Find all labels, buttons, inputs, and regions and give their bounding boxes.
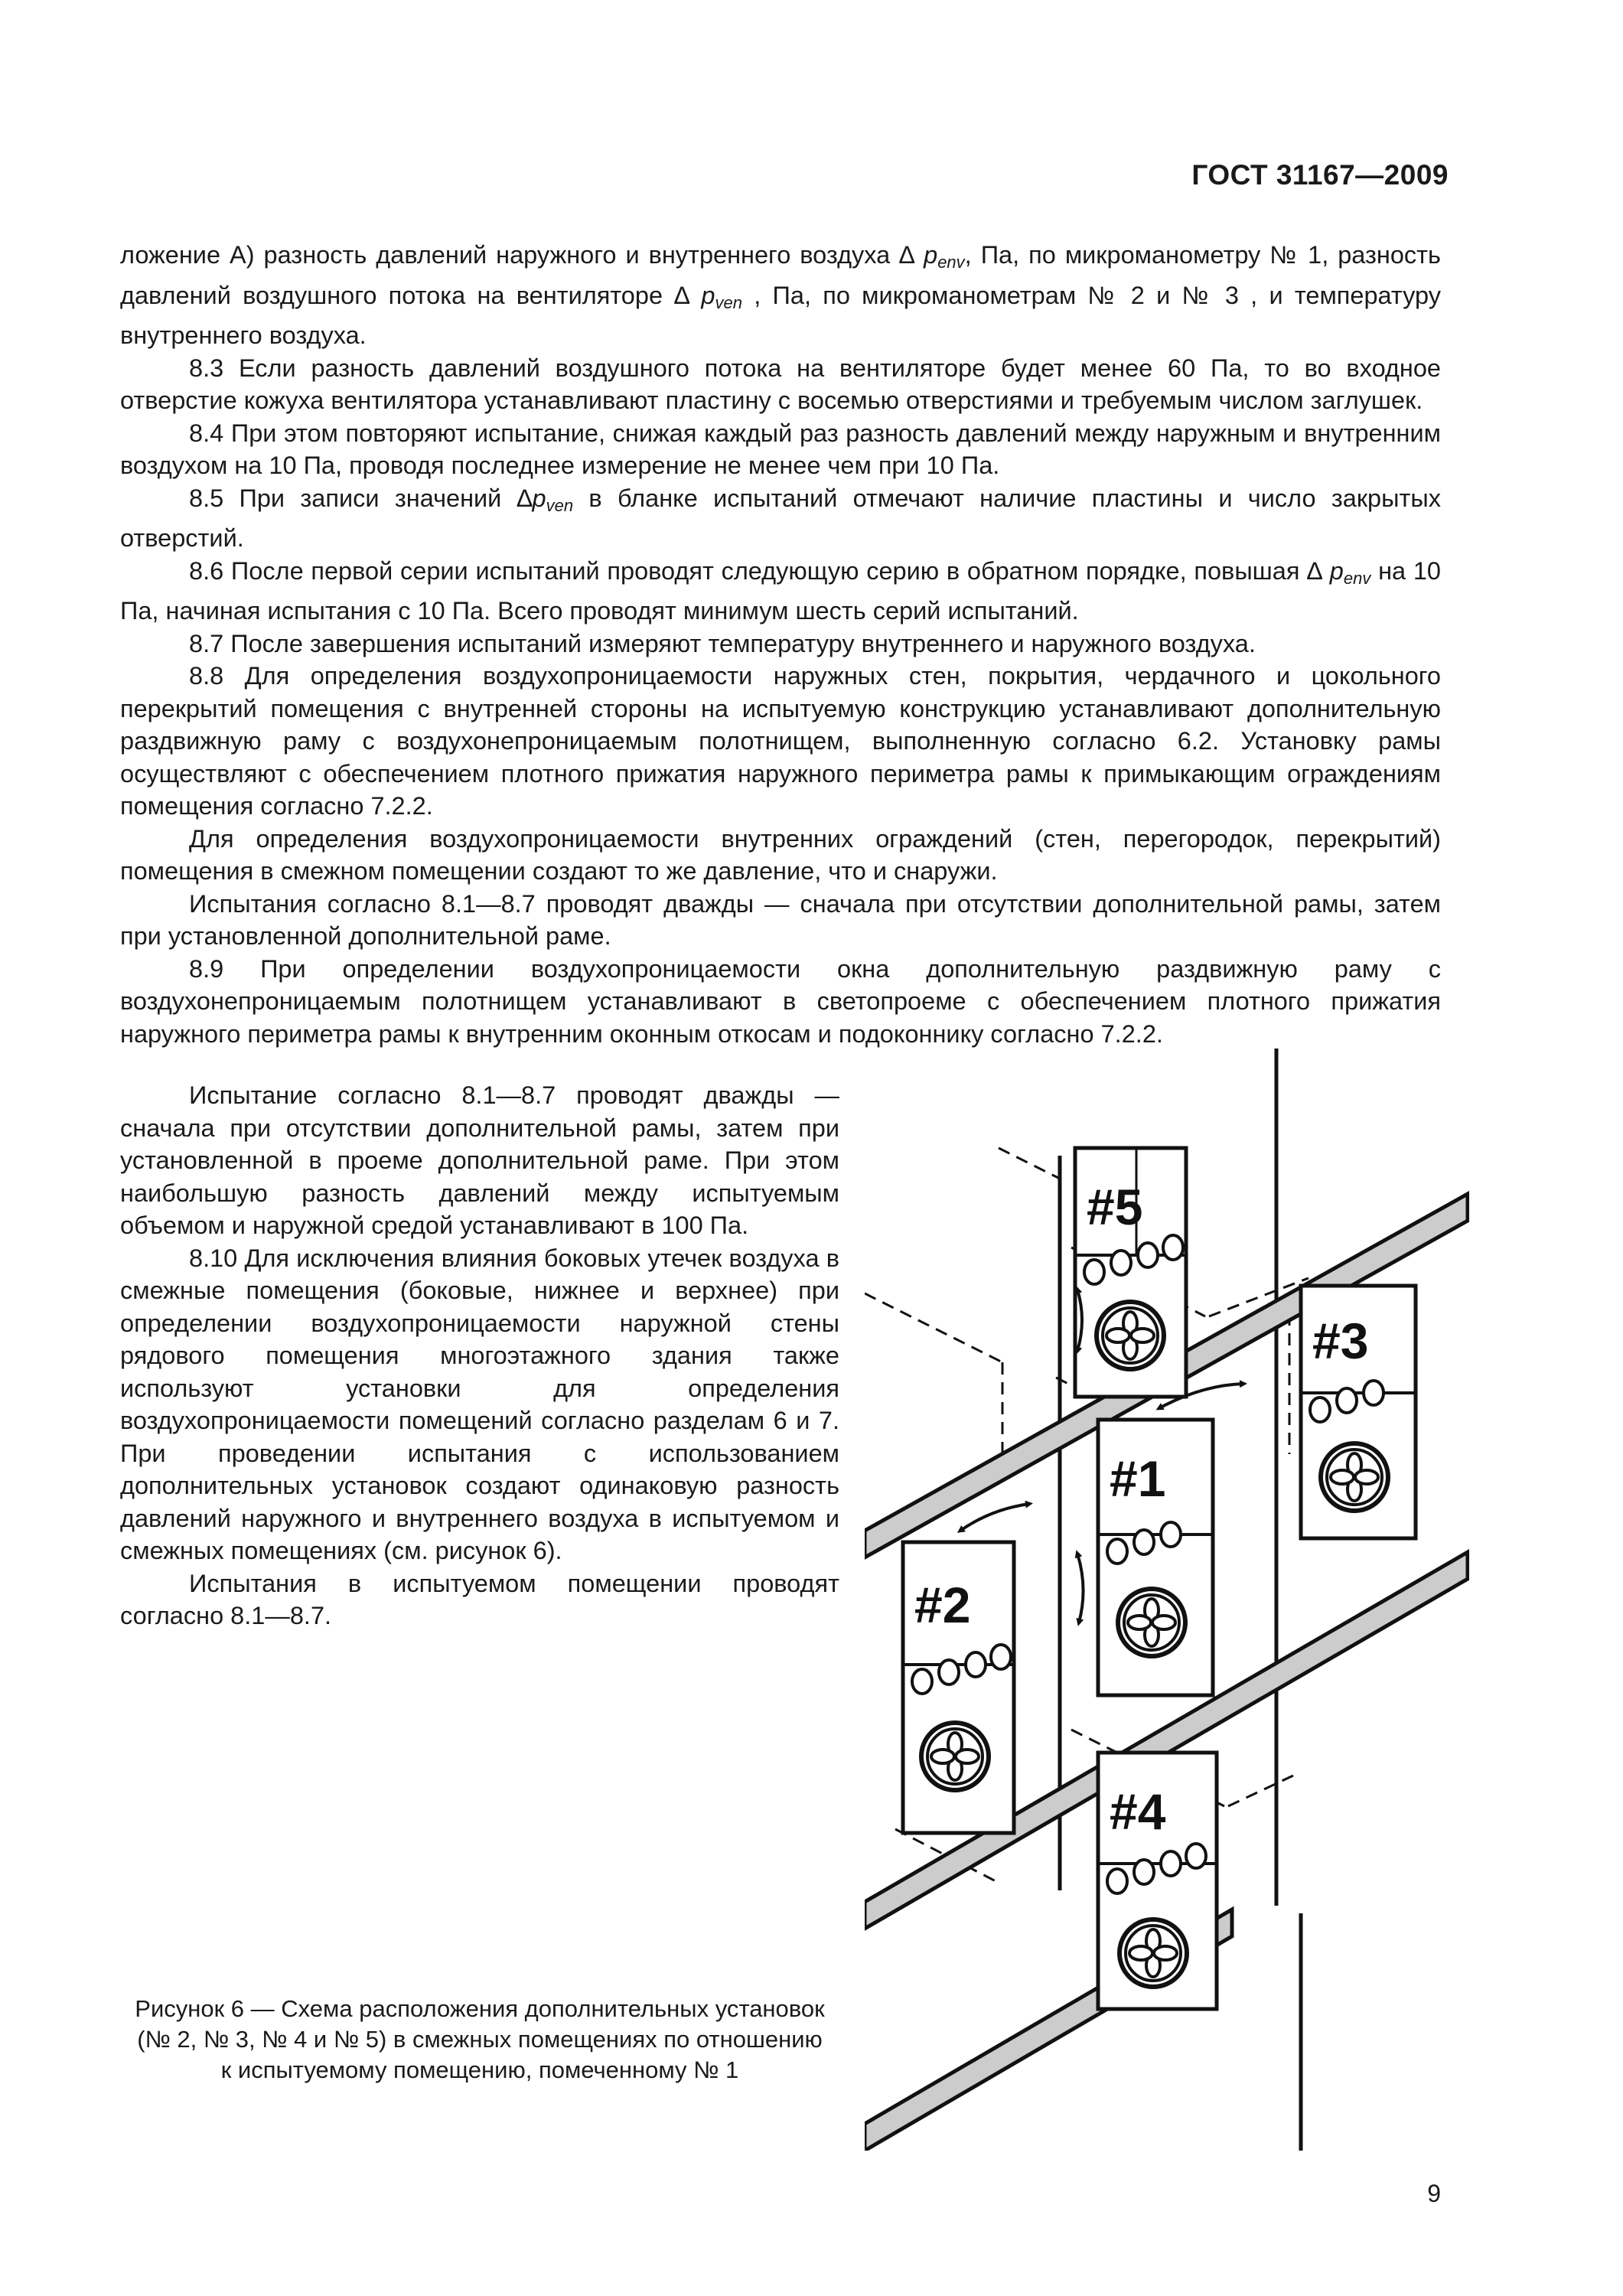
caption-line: (№ 2, № 3, № 4 и № 5) в смежных помещениях по отношению bbox=[137, 2026, 823, 2053]
caption-line: Рисунок 6 — Схема расположения дополнительных установок bbox=[135, 1995, 825, 2022]
paragraph-8-8-twice: Испытания согласно 8.1—8.7 проводят дважды — сначала при отсутствии дополнительной рамы, затем при установленной дополнительной раме. bbox=[120, 889, 1441, 950]
unit-2 bbox=[903, 1542, 1014, 1833]
paragraph-8-6: 8.6 После первой серии испытаний проводят следующую серию в обратном порядке, повышая ∆ $p_{env}$ на 10 Па, начиная испытания с 10 Па. Всего проводят минимум шесть серий испытаний. bbox=[120, 556, 1442, 625]
caption-line: к испытуемому помещению, помеченному № 1 bbox=[220, 2056, 739, 2083]
unit-5 bbox=[1075, 1148, 1186, 1397]
document-header: ГОСТ 31167—2009 bbox=[1191, 159, 1449, 191]
unit-5-label: #5 bbox=[1087, 1179, 1143, 1235]
unit-1 bbox=[1098, 1420, 1213, 1695]
body-text-left-column bbox=[120, 1079, 839, 1632]
paragraph-8-8-internal: Для определения воздухопроницаемости внутренних ограждений (стен, перегородок, перекрытий) помещения в смежном помещении создают то же давление, что и снаружи. bbox=[120, 824, 1441, 885]
paragraph-8-4: 8.4 При этом повторяют испытание, снижая каждый раз разность давлений между наружным и внутренним воздухом на 10 Па, проводя последнее измерение не менее чем при 10 Па. bbox=[120, 419, 1441, 479]
unit-1-label: #1 bbox=[1110, 1450, 1166, 1507]
paragraph-8-5: 8.5 При записи значений $\Delta p_{ven}$ в бланке испытаний отмечают наличие пластины и число закрытых отверстий. bbox=[120, 484, 1441, 552]
unit-3-label: #3 bbox=[1312, 1313, 1369, 1369]
figure-6-diagram bbox=[865, 1041, 1469, 2151]
unit-2-label: #2 bbox=[914, 1577, 971, 1633]
unit-4 bbox=[1098, 1753, 1217, 2009]
paragraph-8-7: 8.7 После завершения испытаний измеряют температуру внутреннего и наружного воздуха. bbox=[189, 629, 1256, 657]
paragraph-8-9: 8.9 При определении воздухопроницаемости окна дополнительную раздвижную раму с воздухонепроницаемым полотнищем устанавливают в светопроеме с обеспечением плотного прижатия наружного периметра рамы к внутренним оконным откосам и подоконнику согласно 7.2.2. bbox=[120, 954, 1441, 1048]
paragraph-8-3: 8.3 Если разность давлений воздушного потока на вентиляторе будет менее 60 Па, то во входное отверстие кожуха вентилятора устанавливают пластину с восемью отверстиями и требуемым числом заглушек. bbox=[120, 354, 1441, 414]
paragraph-8-10: 8.10 Для исключения влияния боковых утечек воздуха в смежные помещения (боковые, нижнее и верхнее) при определении воздухопроницаемости наружной стены рядового помещения многоэтажного здания также используют установки для определения воздухопроницаемости помещений согласно разделам 6 и 7. При проведении испытания с использованием дополнительных установок создают одинаковую разность давлений наружного и внутреннего воздуха в испытуемом и смежных помещениях (см. рисунок 6). bbox=[120, 1244, 839, 1564]
paragraph-8-8: 8.8 Для определения воздухопроницаемости наружных стен, покрытия, чердачного и цокольного перекрытий помещения с внутренней стороны на испытуемую конструкцию устанавливают дополнительную раздвижную раму с воздухонепроницаемым полотнищем, выполненную согласно 6.2. Установку рамы осуществляют с обеспечением плотного прижатия наружного периметра рамы к примыкающим ограждениям помещения согласно 7.2.2. bbox=[120, 662, 1441, 820]
body-text-full-width bbox=[120, 239, 1441, 1050]
page-number: 9 bbox=[1427, 2180, 1441, 2207]
unit-4-label: #4 bbox=[1110, 1783, 1166, 1840]
unit-3 bbox=[1301, 1286, 1416, 1538]
figure-6-caption bbox=[120, 1994, 839, 2086]
paragraph-8-9-test: Испытание согласно 8.1—8.7 проводят дважды — сначала при отсутствии дополнительной рамы, затем при установленной в проеме дополнительной раме. При этом наибольшую разность давлений между испытуемым объемом и наружной средой устанавливают в 100 Па. bbox=[120, 1081, 839, 1239]
paragraph-8-10-tests: Испытания в испытуемом помещении проводят согласно 8.1—8.7. bbox=[120, 1569, 839, 1629]
paragraph-continuation: ложение А) разность давлений наружного и внутреннего воздуха ∆ $p_{env}$, Па, по микроманометру № 1, разность давлений воздушного потока на вентиляторе ∆ $p_{ven}$ , Па, по микроманометрам № 2 и № 3 , и температуру внутреннего воздуха. bbox=[120, 241, 1441, 349]
